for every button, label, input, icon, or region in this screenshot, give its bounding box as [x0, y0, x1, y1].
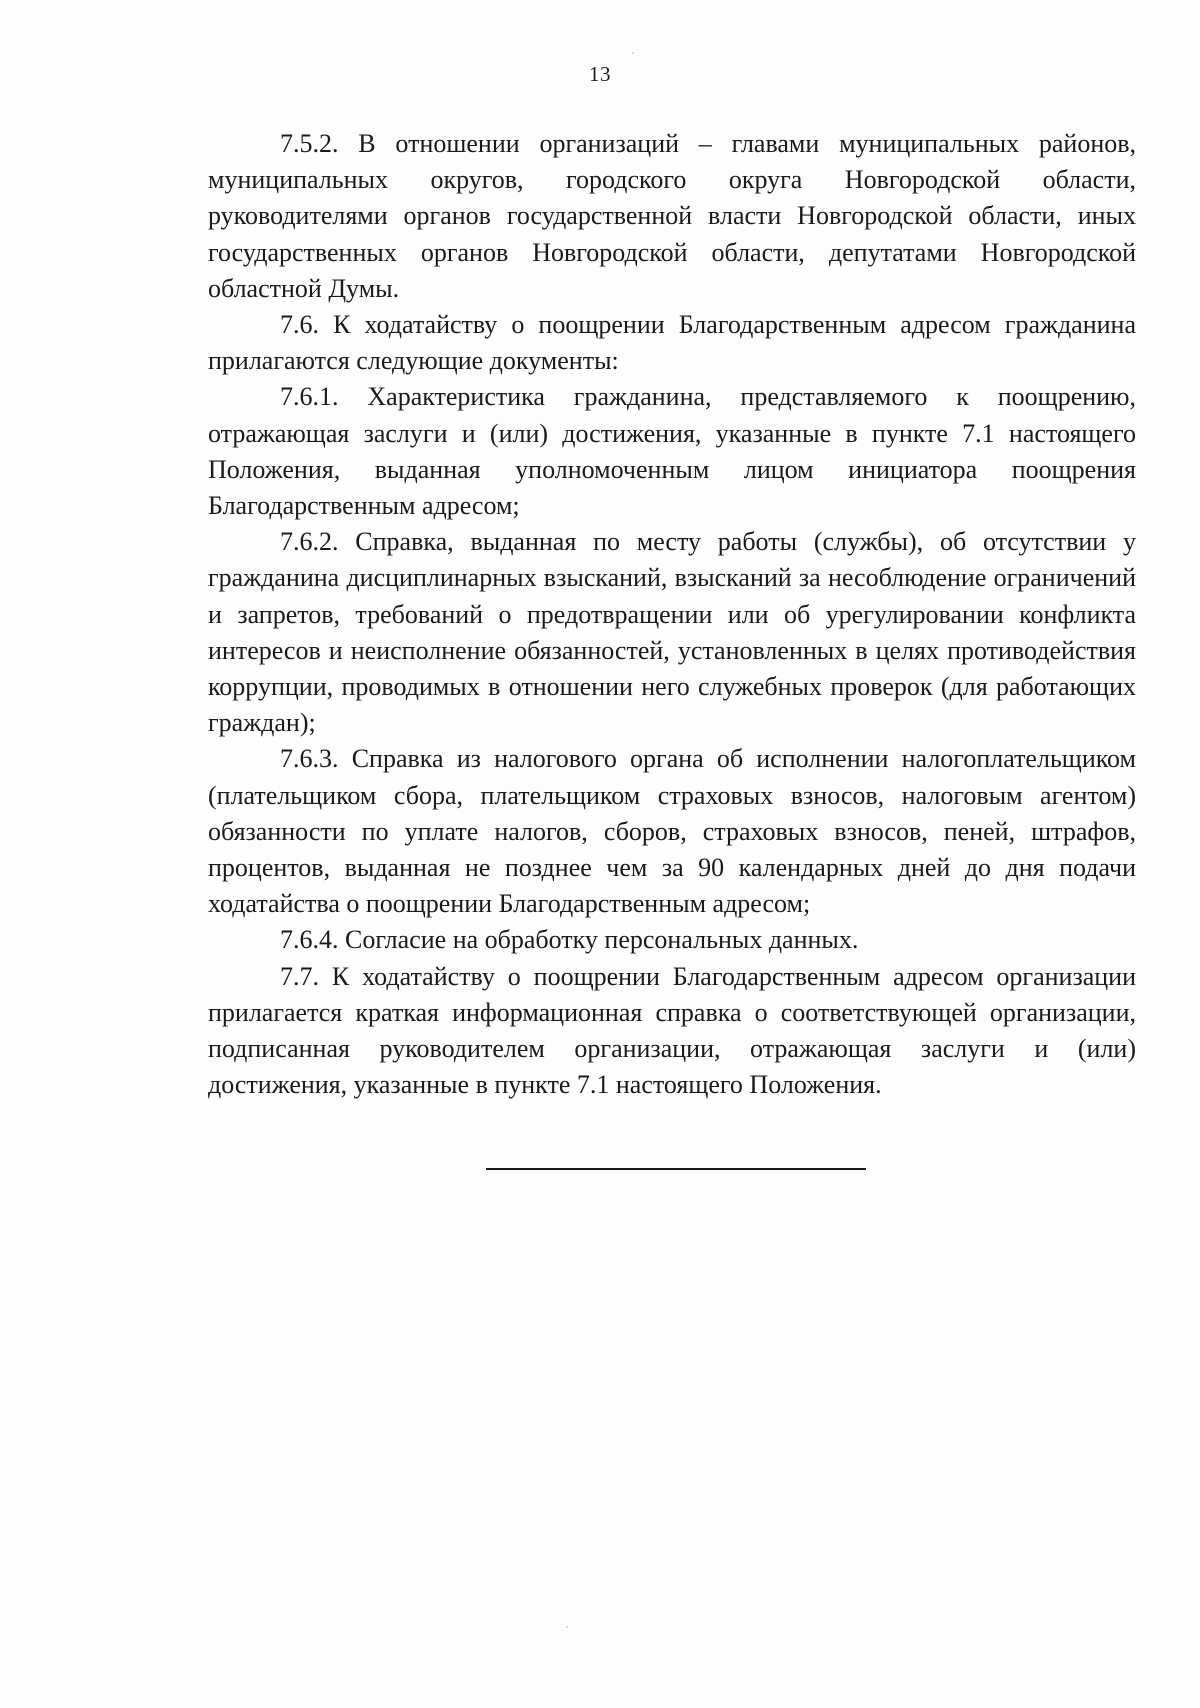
paragraph-text: К ходатайству о поощрении Благодарственным адресом гражданина прилагаются следующие документы:	[208, 310, 1136, 376]
paragraph-7-6-4	[208, 922, 1136, 958]
page-number: 13	[589, 62, 611, 86]
paragraph-number: 7.6.2.	[280, 527, 339, 557]
paragraph-number: 7.5.2.	[280, 129, 339, 158]
document-body	[208, 126, 1136, 1103]
paragraph-7-6	[208, 307, 1136, 379]
paragraph-text: Характеристика гражданина, представляемого к поощрению, отражающая заслуги и (или) достижения, указанные в пункте 7.1 настоящего Положения, выданная уполномоченным лицом инициатора поощрения Благодарственным адресом;	[208, 382, 1136, 521]
paragraph-text: В отношении организаций – главами муниципальных районов, муниципальных округов, городского округа Новгородской области, руководителями органов государственной власти Новгородской области, иных государственных органов Новгородской области, депутатами Новгородской областной Думы.	[208, 129, 1137, 303]
paragraph-7-6-2	[208, 524, 1136, 741]
paragraph-7-5-2	[208, 126, 1136, 307]
end-of-section-rule	[486, 1168, 866, 1170]
paragraph-text: Справка из налогового органа об исполнении налогоплательщиком (плательщиком сбора, плательщиком страховых взносов, налоговым агентом) обязанности по уплате налогов, сборов, страховых взносов, пеней, штрафов, процентов, выданная не позднее чем за 90 календарных дней до дня подачи ходатайства о поощрении Благодарственным адресом;	[208, 744, 1137, 919]
paragraph-number: 7.7.	[280, 961, 319, 991]
paragraph-text: Согласие на обработку персональных данных.	[345, 925, 859, 955]
paragraph-7-6-1	[208, 379, 1136, 524]
paragraph-number: 7.6.4.	[280, 925, 339, 955]
paragraph-text: К ходатайству о поощрении Благодарственным адресом организации прилагается краткая информационная справка о соответствующей организации, подписанная руководителем организации, отражающая заслуги и (или) достижения, указанные в пункте 7.1 настоящего Положения.	[208, 961, 1136, 1100]
paragraph-text: Справка, выданная по месту работы (службы), об отсутствии у гражданина дисциплинарных взысканий, взысканий за несоблюдение ограничений и запретов, требований о предотвращении или об урегулировании конфликта интересов и неисполнение обязанностей, установленных в целях противодействия коррупции, проводимых в отношении него служебных проверок (для работающих граждан);	[208, 527, 1136, 738]
paragraph-number: 7.6.3.	[280, 744, 339, 774]
paragraph-7-7	[208, 959, 1136, 1104]
paragraph-7-6-3	[208, 741, 1136, 922]
scan-artifact	[566, 1626, 568, 1628]
paragraph-number: 7.6.1.	[280, 382, 339, 412]
scan-artifact	[632, 52, 634, 54]
paragraph-number: 7.6.	[280, 310, 319, 340]
